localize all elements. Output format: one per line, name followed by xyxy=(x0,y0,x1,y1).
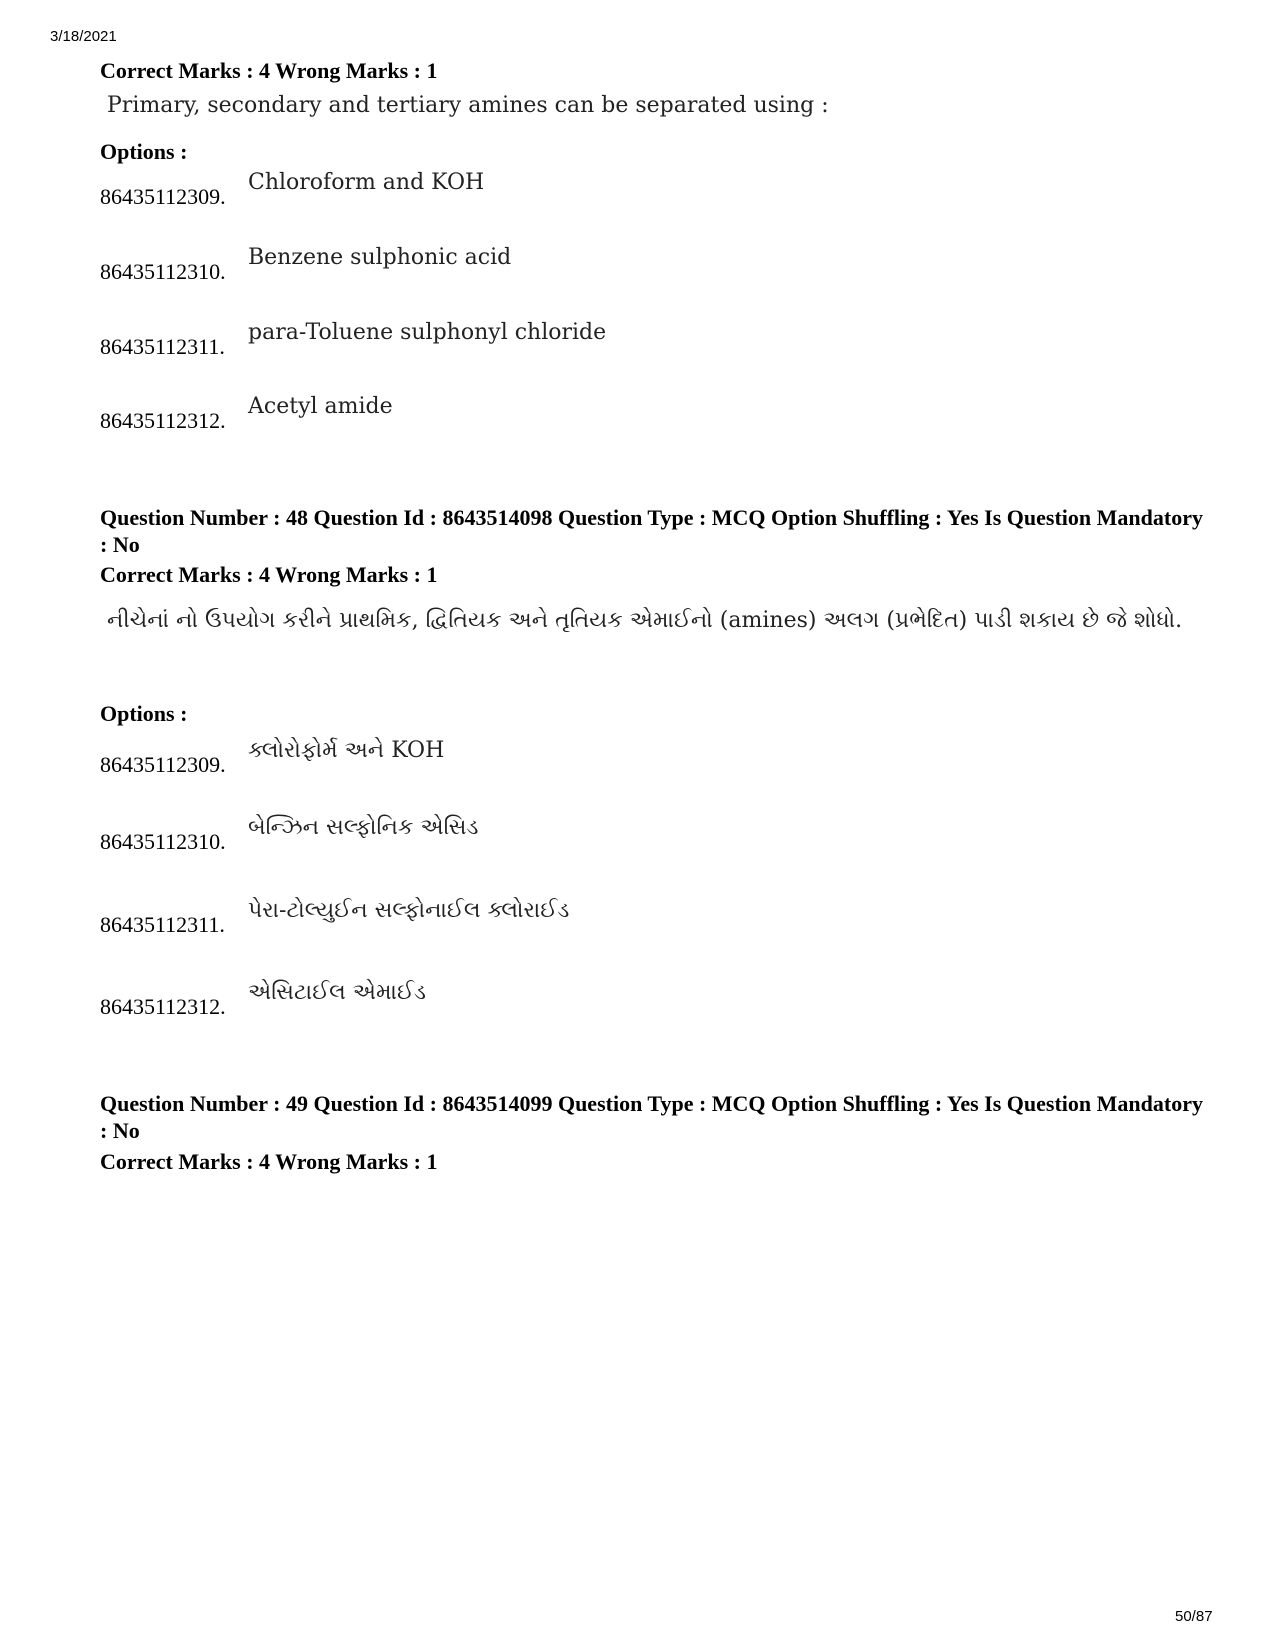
q48-marks: Correct Marks : 4 Wrong Marks : 1 xyxy=(100,562,438,587)
option-text: બેન્ઝિન સલ્ફોનિક એસિડ xyxy=(248,815,479,840)
option-id: 86435112312. xyxy=(100,408,226,433)
q47-question-text: Primary, secondary and tertiary amines can be separated using : xyxy=(107,93,829,118)
option-id: 86435112311. xyxy=(100,912,225,937)
option-text: Chloroform and KOH xyxy=(248,170,485,195)
option-text: ક્લોરોફોર્મ અને KOH xyxy=(248,738,445,763)
option-id: 86435112310. xyxy=(100,259,226,284)
option-id: 86435112312. xyxy=(100,994,226,1019)
q49-marks: Correct Marks : 4 Wrong Marks : 1 xyxy=(100,1149,438,1174)
option-text: Acetyl amide xyxy=(248,394,393,419)
option-id: 86435112311. xyxy=(100,334,225,359)
option-text: એસિટાઈલ એમાઈડ xyxy=(248,980,426,1005)
page-number: 50/87 xyxy=(1175,1608,1213,1625)
q48-options-label: Options : xyxy=(100,701,188,726)
option-text: પેરા-ટોલ્યુઈન સલ્ફોનાઈલ ક્લોરાઈડ xyxy=(248,898,570,923)
option-id: 86435112309. xyxy=(100,184,226,209)
option-text: Benzene sulphonic acid xyxy=(248,245,512,270)
option-text: para-Toluene sulphonyl chloride xyxy=(248,320,607,345)
q47-options-label: Options : xyxy=(100,139,188,164)
print-date: 3/18/2021 xyxy=(50,28,117,45)
option-id: 86435112310. xyxy=(100,829,226,854)
q49-header: Question Number : 49 Question Id : 8643514099 Question Type : MCQ Option Shuffling : Yes Is Question Mandatory : No xyxy=(100,1091,1203,1143)
q48-header: Question Number : 48 Question Id : 8643514098 Question Type : MCQ Option Shuffling : Yes Is Question Mandatory : No xyxy=(100,505,1203,557)
option-id: 86435112309. xyxy=(100,752,226,777)
q47-marks: Correct Marks : 4 Wrong Marks : 1 xyxy=(100,58,438,83)
q48-question-text: નીચેનાં નો ઉપયોગ કરીને પ્રાથમિક, દ્વિતિયક અને તૃતિયક એમાઈનો (amines) અલગ (પ્રભેદિત) પાડી શકાય છે જે શોધો. xyxy=(107,608,1183,633)
